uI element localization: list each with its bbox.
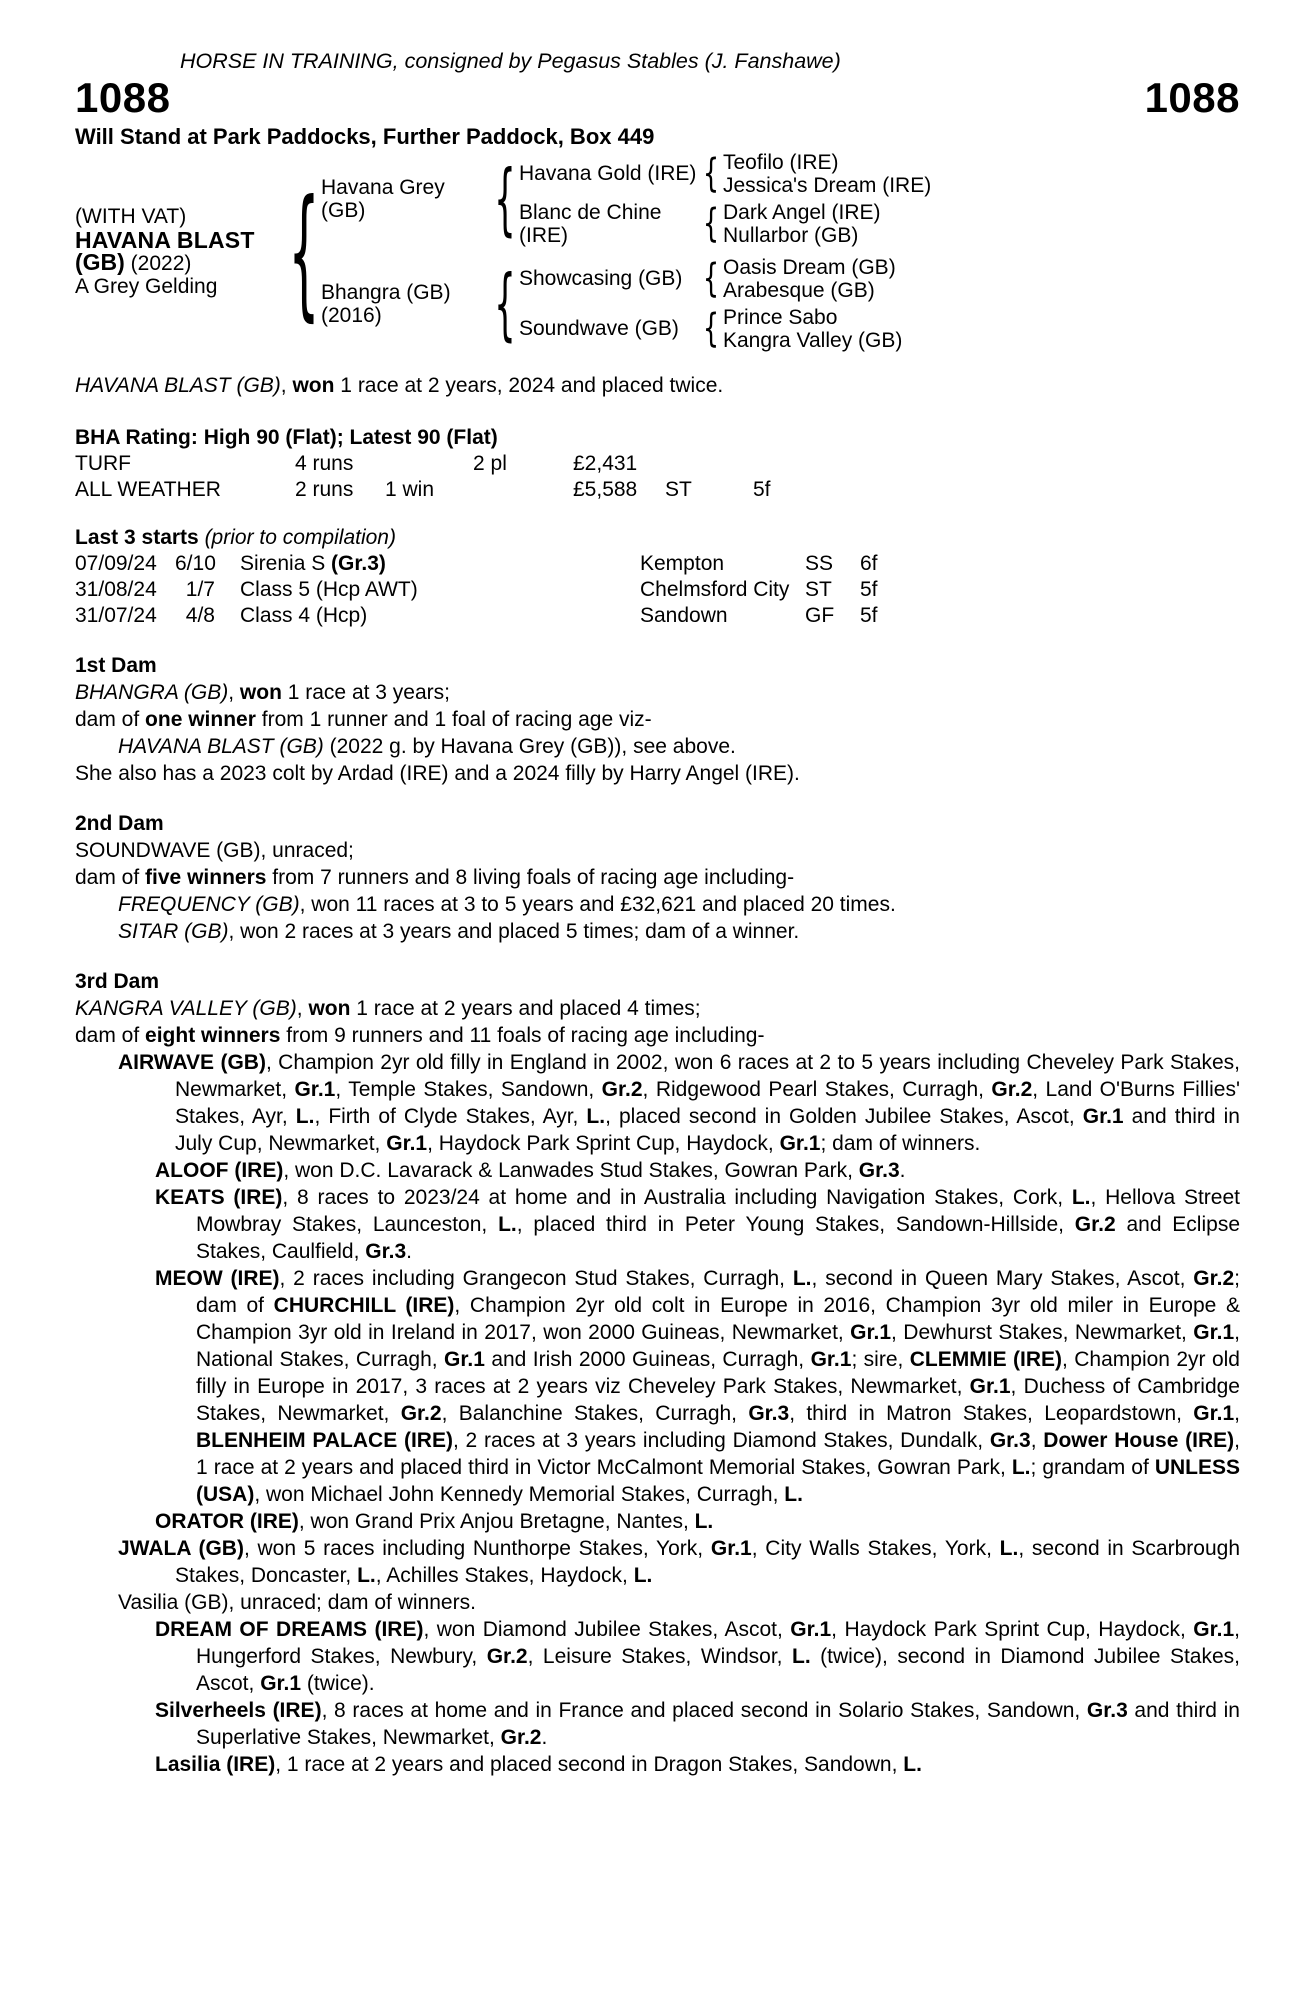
text-segment: , won Diamond Jubilee Stakes, Ascot, bbox=[423, 1618, 791, 1641]
text-segment: , 1 race at 2 years and placed second in Dragon Stakes, Sandown, bbox=[275, 1753, 904, 1776]
text-segment: won bbox=[239, 681, 282, 704]
text-segment: dam of bbox=[75, 866, 146, 889]
race-name bbox=[215, 551, 640, 577]
distance-value: 5f bbox=[753, 478, 771, 501]
text-segment: Gr.1 bbox=[444, 1348, 485, 1371]
text-segment: L. bbox=[1011, 1456, 1031, 1479]
text-segment: Gr.1 bbox=[969, 1375, 1011, 1398]
text-segment: ; sire, bbox=[851, 1348, 910, 1371]
text-segment: , Dewhurst Stakes, Newmarket, bbox=[891, 1321, 1194, 1344]
pedigree-paragraph bbox=[75, 733, 1240, 760]
text-segment: Silverheels (IRE) bbox=[155, 1699, 322, 1722]
text-segment: L. bbox=[586, 1105, 606, 1128]
pedigree-paragraph bbox=[75, 760, 1240, 787]
text-segment: , 1 race at 2 years and placed third in Victor McCalmont Memorial Stakes, Gowran Park, bbox=[196, 1429, 1241, 1479]
text-segment: HAVANA BLAST (GB) bbox=[75, 374, 281, 397]
brace-icon: { bbox=[702, 256, 720, 302]
great-grandparent-name: Jessica's Dream (IRE) bbox=[723, 173, 932, 197]
race-distance: 5f bbox=[860, 604, 878, 627]
text-segment: ORATOR (IRE) bbox=[155, 1510, 299, 1533]
text-segment: ; dam of winners. bbox=[820, 1132, 981, 1155]
wins-value bbox=[385, 451, 473, 477]
sire-dam-name: Blanc de Chine (IRE) bbox=[519, 201, 662, 247]
stats-row-all-weather bbox=[75, 477, 1240, 503]
text-segment: , Temple Stakes, Sandown, bbox=[335, 1078, 602, 1101]
text-segment: L. bbox=[357, 1564, 376, 1587]
text-segment: , Land O'Burns Fillies' Stakes, Ayr, bbox=[175, 1078, 1241, 1128]
pedigree-paragraph bbox=[75, 679, 1240, 706]
text-segment: L. bbox=[295, 1105, 315, 1128]
text-segment: (2022 g. by Havana Grey (GB)), see above. bbox=[323, 735, 736, 758]
dam-dam-name: Soundwave (GB) bbox=[519, 317, 679, 341]
horse-suffix-year bbox=[75, 251, 287, 276]
text-segment: , Champion 2yr old filly in England in 2002, won 6 races at 2 to 5 years including Cheveley Park Stakes, Newmarket, bbox=[175, 1051, 1241, 1101]
race-name bbox=[215, 577, 640, 603]
start-row bbox=[75, 603, 1240, 629]
last-3-starts-title: Last 3 starts bbox=[75, 526, 199, 549]
text-segment: Gr.1 bbox=[1193, 1618, 1235, 1641]
text-segment: Gr.1 bbox=[779, 1132, 821, 1155]
lot-number-right: 1088 bbox=[1144, 74, 1240, 121]
great-grandparent-name: Dark Angel (IRE) bbox=[723, 201, 881, 224]
text-segment: She also has a 2023 colt by Ardad (IRE) and a 2024 filly by Harry Angel (IRE). bbox=[75, 762, 800, 785]
surface-stats-table bbox=[75, 451, 1240, 503]
brace-icon: { bbox=[702, 151, 720, 197]
third-dam-section bbox=[75, 968, 1240, 1778]
text-segment: 1 race at 2 years and placed 4 times; bbox=[350, 997, 701, 1020]
text-segment: , second in Scarbrough Stakes, Doncaster, bbox=[175, 1537, 1240, 1587]
pedigree-paragraph bbox=[75, 1535, 1240, 1589]
dam-sire-name: Showcasing (GB) bbox=[519, 267, 683, 291]
text-segment: Lasilia (IRE) bbox=[155, 1753, 276, 1776]
text-segment: won bbox=[292, 374, 335, 397]
going-value: ST bbox=[665, 478, 692, 501]
race-record-summary bbox=[75, 372, 1240, 399]
text-segment: , won 5 races including Nunthorpe Stakes, York, bbox=[243, 1537, 711, 1560]
text-segment: Gr.3 bbox=[989, 1429, 1031, 1452]
pedigree-paragraph bbox=[75, 1265, 1240, 1508]
horse-suffix: (GB) bbox=[75, 249, 125, 275]
text-segment: KEATS (IRE) bbox=[155, 1186, 283, 1209]
text-segment: . bbox=[541, 1726, 548, 1749]
bha-rating-line: BHA Rating: High 90 (Flat); Latest 90 (Flat) bbox=[75, 426, 498, 449]
sire-sire-name: Havana Gold (IRE) bbox=[519, 162, 697, 186]
text-segment: JWALA (GB) bbox=[118, 1537, 244, 1560]
dam-heading: 2nd Dam bbox=[75, 812, 164, 835]
horse-description: A Grey Gelding bbox=[75, 274, 218, 298]
text-segment: from 9 runners and 11 foals of racing age including- bbox=[280, 1024, 765, 1047]
wins-value: 1 win bbox=[385, 478, 435, 501]
start-row bbox=[75, 551, 1240, 577]
last-3-starts-section bbox=[75, 525, 1240, 629]
text-segment: Gr.3 bbox=[365, 1240, 407, 1263]
text-segment: , Hungerford Stakes, Newbury, bbox=[196, 1618, 1240, 1668]
text-segment: Gr.1 bbox=[386, 1132, 428, 1155]
horse-summary-block bbox=[75, 206, 287, 298]
text-segment: Gr.1 bbox=[790, 1618, 832, 1641]
text-segment: dam of bbox=[75, 1024, 146, 1047]
sire-name: Havana Grey (GB) bbox=[321, 176, 445, 222]
pedigree-paragraph bbox=[75, 995, 1240, 1022]
text-segment: KANGRA VALLEY (GB) bbox=[75, 997, 297, 1020]
text-segment: , 8 races to 2023/24 at home and in Australia including Navigation Stakes, Cork, bbox=[282, 1186, 1072, 1209]
text-segment: L. bbox=[498, 1213, 517, 1236]
text-segment: won bbox=[308, 997, 351, 1020]
going-code: ST bbox=[805, 578, 832, 601]
sire-branch bbox=[321, 152, 931, 247]
text-segment: L. bbox=[792, 1645, 811, 1668]
text-segment: HAVANA BLAST (GB) bbox=[118, 735, 324, 758]
text-segment: Gr.3 bbox=[858, 1159, 900, 1182]
surface-label: ALL WEATHER bbox=[75, 478, 221, 501]
text-segment: Gr.1 bbox=[850, 1321, 892, 1344]
text-segment: , bbox=[1030, 1429, 1044, 1452]
last-3-starts-heading bbox=[75, 525, 1240, 551]
pedigree-paragraph bbox=[75, 1697, 1240, 1751]
text-segment: UNLESS (USA) bbox=[196, 1456, 1240, 1506]
pedigree-paragraph bbox=[75, 918, 1240, 945]
text-segment: , won D.C. Lavarack & Lanwades Stud Stakes, Gowran Park, bbox=[283, 1159, 859, 1182]
going-code: SS bbox=[805, 552, 834, 575]
text-segment: , won Grand Prix Anjou Bretagne, Nantes, bbox=[298, 1510, 695, 1533]
text-segment: SOUNDWAVE (GB), unraced; bbox=[75, 839, 354, 862]
surface-label: TURF bbox=[75, 452, 131, 475]
text-segment: , Haydock Park Sprint Cup, Haydock, bbox=[427, 1132, 780, 1155]
text-segment: , Balanchine Stakes, Curragh, bbox=[441, 1402, 749, 1425]
dam-paragraphs bbox=[75, 679, 1240, 787]
pedigree-paragraph bbox=[75, 1022, 1240, 1049]
great-grandparent-name: Arabesque (GB) bbox=[723, 278, 875, 302]
horse-year: (2022) bbox=[130, 252, 192, 275]
text-segment: and third in July Cup, Newmarket, bbox=[175, 1105, 1240, 1155]
text-segment: (Gr.3) bbox=[331, 552, 386, 575]
text-segment: , 2 races at 3 years including Diamond Stakes, Dundalk, bbox=[452, 1429, 990, 1452]
text-segment: Gr.1 bbox=[260, 1672, 302, 1695]
text-segment: 1 race at 3 years; bbox=[281, 681, 450, 704]
race-name bbox=[215, 603, 640, 629]
text-segment: , placed third in Peter Young Stakes, Sandown-Hillside, bbox=[516, 1213, 1075, 1236]
text-segment: Gr.1 bbox=[710, 1537, 752, 1560]
text-segment: , second in Queen Mary Stakes, Ascot, bbox=[811, 1267, 1194, 1290]
dam-heading: 1st Dam bbox=[75, 654, 157, 677]
dam-paragraphs bbox=[75, 837, 1240, 945]
text-segment: Gr.2 bbox=[400, 1402, 442, 1425]
sire-sire-branch bbox=[519, 152, 931, 197]
start-date: 31/08/24 bbox=[75, 578, 157, 601]
text-segment: . bbox=[406, 1240, 412, 1263]
text-segment: SITAR (GB) bbox=[118, 920, 229, 943]
distance-value bbox=[753, 451, 803, 477]
dam-sire-branch bbox=[519, 257, 902, 302]
text-segment: (twice), second in Diamond Jubilee Stakes, Ascot, bbox=[196, 1645, 1240, 1695]
text-segment: L. bbox=[784, 1483, 803, 1506]
text-segment: Gr.2 bbox=[1193, 1267, 1235, 1290]
pedigree-paragraph bbox=[75, 864, 1240, 891]
brace-icon: { bbox=[494, 154, 516, 245]
text-segment: BHANGRA (GB) bbox=[75, 681, 229, 704]
earnings-value: £2,431 bbox=[573, 452, 638, 475]
pedigree-paragraph bbox=[75, 1751, 1240, 1778]
text-segment: , 8 races at home and in France and placed second in Solario Stakes, Sandown, bbox=[321, 1699, 1087, 1722]
text-segment: ; grandam of bbox=[1030, 1456, 1155, 1479]
text-segment: , Champion 2yr old colt in Europe in 2016, Champion 3yr old miler in Europe & Champion 3yr old in Ireland in 2017, won 2000 Guineas, Newmarket, bbox=[196, 1294, 1240, 1344]
start-date: 31/07/24 bbox=[75, 604, 157, 627]
text-segment: Gr.1 bbox=[1193, 1321, 1235, 1344]
text-segment: Vasilia (GB), unraced; dam of winners. bbox=[118, 1591, 476, 1614]
text-segment: ; dam of bbox=[196, 1267, 1241, 1317]
pedigree-paragraph bbox=[75, 891, 1240, 918]
pedigree-paragraph bbox=[75, 837, 1240, 864]
text-segment: from 1 runner and 1 foal of racing age viz- bbox=[255, 708, 652, 731]
brace-icon: { bbox=[702, 306, 720, 352]
brace-icon: { bbox=[288, 168, 320, 336]
text-segment: ALOOF (IRE) bbox=[155, 1159, 284, 1182]
brace-icon: { bbox=[702, 201, 720, 247]
text-segment: AIRWAVE (GB) bbox=[118, 1051, 266, 1074]
course-name: Chelmsford City bbox=[640, 578, 790, 601]
great-grandparent-name: Prince Sabo bbox=[723, 306, 838, 329]
finish-position: 1/7 bbox=[185, 578, 215, 601]
text-segment: Gr.2 bbox=[991, 1078, 1033, 1101]
text-segment: 1 race at 2 years, 2024 and placed twice. bbox=[334, 374, 724, 397]
text-segment: five winners bbox=[145, 866, 267, 889]
runs-value: 4 runs bbox=[295, 452, 354, 475]
text-segment: L. bbox=[903, 1753, 922, 1776]
sire-dam-branch bbox=[519, 202, 931, 247]
brace-icon: { bbox=[494, 259, 516, 350]
text-segment: from 7 runners and 8 living foals of racing age including- bbox=[266, 866, 795, 889]
text-segment: , Hellova Street Mowbray Stakes, Launceston, bbox=[196, 1186, 1240, 1236]
text-segment: and Irish 2000 Guineas, Curragh, bbox=[484, 1348, 811, 1371]
text-segment: CLEMMIE (IRE) bbox=[909, 1348, 1062, 1371]
text-segment: L. bbox=[1071, 1186, 1091, 1209]
text-segment: one winner bbox=[145, 708, 256, 731]
text-segment: Gr.3 bbox=[748, 1402, 790, 1425]
text-segment: , bbox=[280, 374, 293, 397]
great-grandparent-name: Oasis Dream (GB) bbox=[723, 256, 896, 279]
dam-dam-branch bbox=[519, 307, 902, 352]
text-segment: Gr.1 bbox=[810, 1348, 852, 1371]
race-distance: 6f bbox=[860, 552, 878, 575]
text-segment: Gr.2 bbox=[500, 1726, 542, 1749]
text-segment: Gr.2 bbox=[486, 1645, 528, 1668]
earnings-value: £5,588 bbox=[573, 478, 638, 501]
dam-paragraphs bbox=[75, 995, 1240, 1778]
text-segment: , National Stakes, Curragh, bbox=[196, 1321, 1240, 1371]
text-segment: , won Michael John Kennedy Memorial Stakes, Curragh, bbox=[254, 1483, 785, 1506]
dam-heading: 3rd Dam bbox=[75, 970, 160, 993]
text-segment: Gr.2 bbox=[601, 1078, 643, 1101]
text-segment: , Firth of Clyde Stakes, Ayr, bbox=[314, 1105, 587, 1128]
going-value bbox=[665, 451, 753, 477]
pedigree-paragraph bbox=[75, 706, 1240, 733]
text-segment: Dower House (IRE) bbox=[1043, 1429, 1235, 1452]
text-segment: , 2 races including Grangecon Stud Stakes, Curragh, bbox=[279, 1267, 793, 1290]
pedigree-paragraph bbox=[75, 1589, 1240, 1616]
text-segment: and third in Superlative Stakes, Newmarket, bbox=[196, 1699, 1240, 1749]
text-segment: , bbox=[228, 681, 240, 704]
finish-position: 4/8 bbox=[185, 604, 215, 627]
text-segment: L. bbox=[694, 1510, 714, 1533]
dam-branch bbox=[321, 257, 931, 352]
finish-position: 6/10 bbox=[175, 552, 216, 575]
text-segment: , bbox=[296, 997, 309, 1020]
start-date: 07/09/24 bbox=[75, 552, 157, 575]
text-segment: CHURCHILL (IRE) bbox=[273, 1294, 455, 1317]
text-segment: , Ridgewood Pearl Stakes, Curragh, bbox=[642, 1078, 992, 1101]
text-segment: eight winners bbox=[145, 1024, 281, 1047]
text-segment: , Duchess of Cambridge Stakes, Newmarket, bbox=[196, 1375, 1240, 1425]
stats-row-turf bbox=[75, 451, 1240, 477]
great-grandparent-name: Nullarbor (GB) bbox=[723, 223, 859, 247]
text-segment: Gr.1 bbox=[1193, 1402, 1235, 1425]
first-dam-section bbox=[75, 652, 1240, 787]
going-code: GF bbox=[805, 604, 835, 627]
text-segment: FREQUENCY (GB) bbox=[118, 893, 300, 916]
great-grandparent-name: Teofilo (IRE) bbox=[723, 151, 839, 174]
places-value: 2 pl bbox=[473, 452, 507, 475]
text-segment: MEOW (IRE) bbox=[155, 1267, 280, 1290]
text-segment: and Eclipse Stakes, Caulfield, bbox=[196, 1213, 1240, 1263]
text-segment: Class 5 (Hcp AWT) bbox=[240, 578, 418, 601]
text-segment: , third in Matron Stakes, Leopardstown, bbox=[789, 1402, 1194, 1425]
text-segment: , Champion 2yr old filly in Europe in 2017, 3 races at 2 years viz Cheveley Park Stakes, Newmarket, bbox=[196, 1348, 1240, 1398]
text-segment: . bbox=[899, 1159, 906, 1182]
text-segment: , bbox=[1234, 1402, 1240, 1425]
great-grandparent-name: Kangra Valley (GB) bbox=[723, 328, 903, 352]
pedigree-generation-2 bbox=[321, 152, 931, 352]
dam-name: Bhangra (GB) (2016) bbox=[321, 281, 451, 327]
text-segment: L. bbox=[999, 1537, 1019, 1560]
pedigree-paragraph bbox=[75, 1157, 1240, 1184]
text-segment: , won 11 races at 3 to 5 years and £32,621 and placed 20 times. bbox=[299, 893, 896, 916]
last-3-starts-subtitle: (prior to compilation) bbox=[198, 526, 396, 549]
lot-number-left: 1088 bbox=[75, 74, 171, 121]
pedigree-paragraph bbox=[75, 1049, 1240, 1157]
horse-name: HAVANA BLAST bbox=[75, 226, 255, 253]
text-segment: Gr.1 bbox=[1082, 1105, 1124, 1128]
course-name: Kempton bbox=[640, 552, 725, 575]
runs-value: 2 runs bbox=[295, 478, 354, 501]
start-row bbox=[75, 577, 1240, 603]
text-segment: , City Walls Stakes, York, bbox=[751, 1537, 1000, 1560]
stand-location-line: Will Stand at Park Paddocks, Further Paddock, Box 449 bbox=[75, 124, 655, 149]
course-name: Sandown bbox=[640, 604, 728, 627]
vat-note: (WITH VAT) bbox=[75, 205, 187, 228]
text-segment: Gr.2 bbox=[1074, 1213, 1116, 1236]
pedigree-paragraph bbox=[75, 1184, 1240, 1265]
text-segment: Gr.1 bbox=[294, 1078, 336, 1101]
text-segment: (twice). bbox=[301, 1672, 375, 1695]
text-segment: dam of bbox=[75, 708, 146, 731]
text-segment: , Achilles Stakes, Haydock, bbox=[375, 1564, 634, 1587]
text-segment: Class 4 (Hcp) bbox=[240, 604, 368, 627]
text-segment: , won 2 races at 3 years and placed 5 times; dam of a winner. bbox=[228, 920, 800, 943]
pedigree-paragraph bbox=[75, 1616, 1240, 1697]
places-value bbox=[473, 477, 573, 503]
second-dam-section bbox=[75, 810, 1240, 945]
text-segment: L. bbox=[633, 1564, 653, 1587]
text-segment: , placed second in Golden Jubilee Stakes, Ascot, bbox=[605, 1105, 1083, 1128]
text-segment: , Haydock Park Sprint Cup, Haydock, bbox=[831, 1618, 1194, 1641]
text-segment: DREAM OF DREAMS (IRE) bbox=[155, 1618, 424, 1641]
text-segment: Gr.3 bbox=[1086, 1699, 1128, 1722]
text-segment: BLENHEIM PALACE (IRE) bbox=[196, 1429, 453, 1452]
pedigree-paragraph bbox=[75, 1508, 1240, 1535]
text-segment: Sirenia S bbox=[240, 552, 332, 575]
pedigree-tree bbox=[75, 151, 1240, 352]
lot-number-row bbox=[75, 74, 1240, 121]
text-segment: , Leisure Stakes, Windsor, bbox=[527, 1645, 793, 1668]
consignor-line: HORSE IN TRAINING, consigned by Pegasus Stables (J. Fanshawe) bbox=[180, 49, 841, 73]
text-segment: L. bbox=[792, 1267, 812, 1290]
race-distance: 5f bbox=[860, 578, 878, 601]
